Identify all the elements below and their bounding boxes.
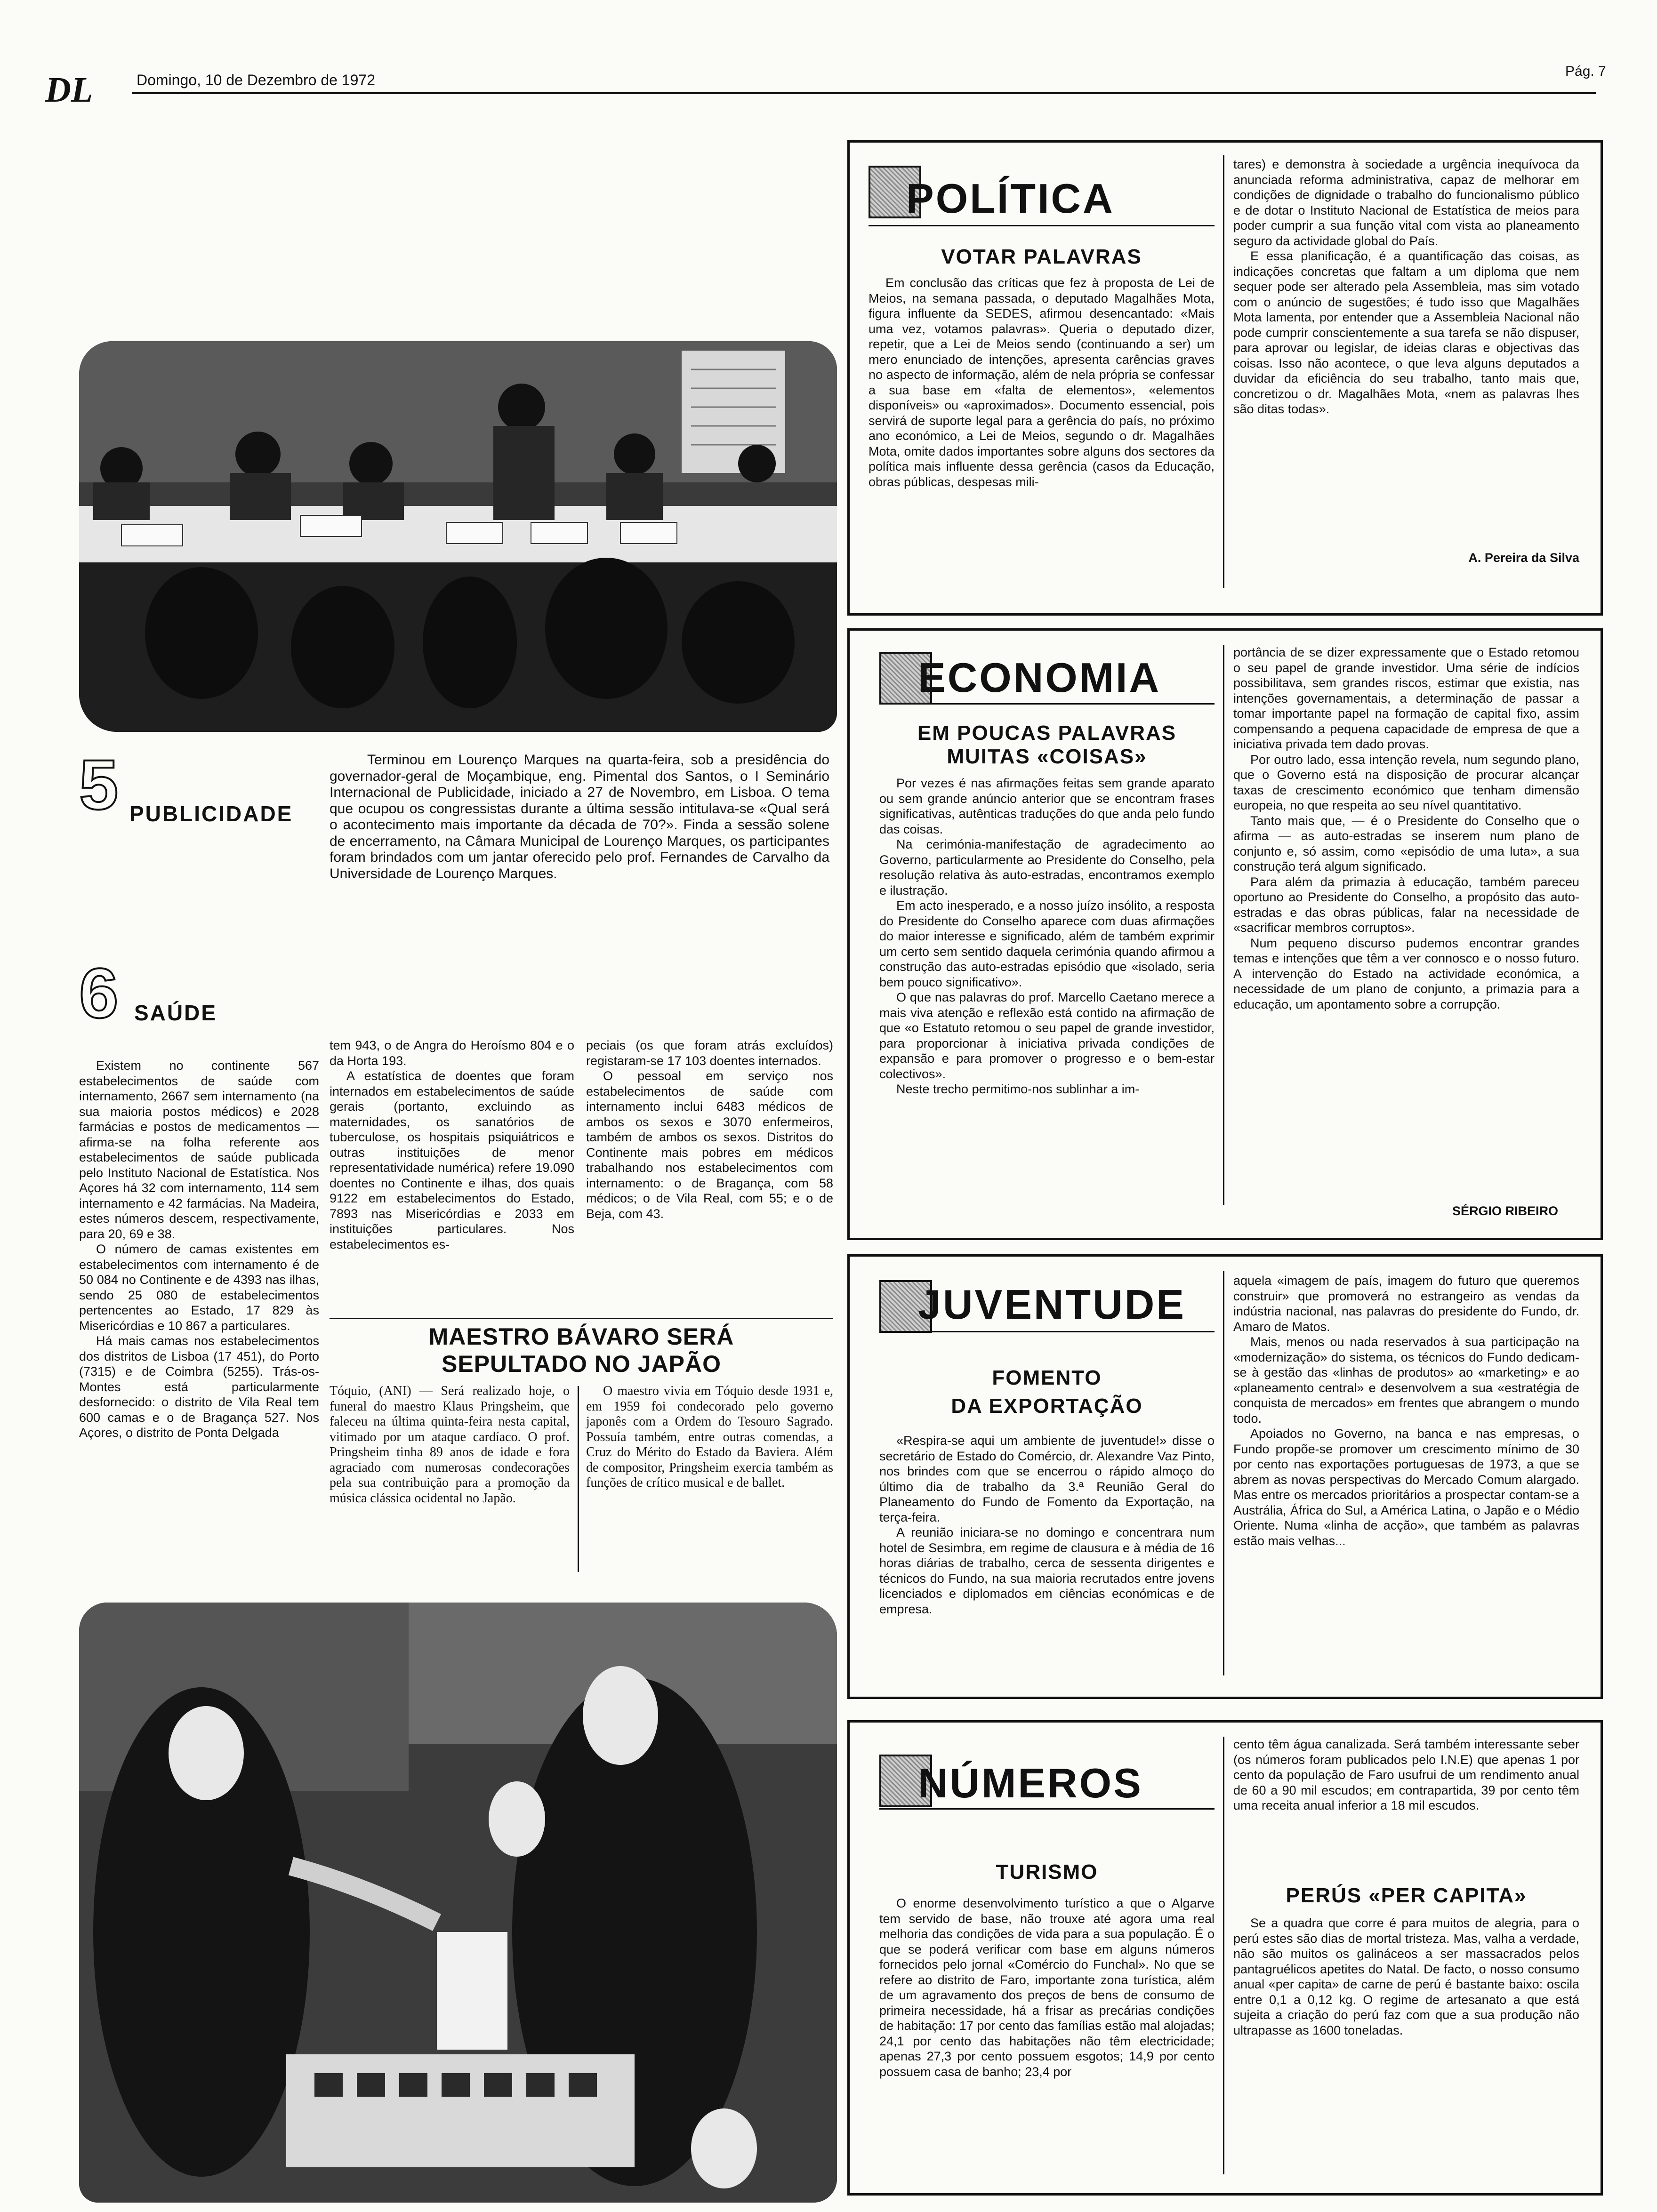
numeros-subtitle: TURISMO <box>996 1860 1098 1883</box>
economia-col2-p2: Por outro lado, essa intenção revela, num segundo plano, que o Governo está na disposição de procurar alcançar taxas de crescimento económico que tenham dimensão europeia, no que respeita ao seu nível quantitativo. <box>1233 752 1579 812</box>
market-photo <box>79 1603 837 2203</box>
economia-subtitle-1: EM POUCAS PALAVRAS <box>917 721 1177 745</box>
conference-photo-image <box>79 341 837 732</box>
maestro-col2: O maestro vivia em Tóquio desde 1931 e, em 1959 foi condecorado pelo governo japonês com a Ordem do Tesouro Sagrado. Possuía também, entre outras comendas, a Cruz do Mérito do Estado da Baviera. Além de compositor, Pringsheim exercia também as funções de crítico musical e de ballet. <box>586 1384 833 1490</box>
page-number: Pág. 7 <box>1565 64 1606 79</box>
economia-col1-p4: O que nas palavras do prof. Marcello Caetano merece a mais viva atenção e reflexão está contido na afirmação de que «o Estatuto retomou o seu papel de grande investidor, para proporcionar à iniciativa privada condições de expansão e para promover o progresso e o bem-estar colectivos». <box>879 990 1215 1081</box>
saude-col2-p1: tem 943, o de Angra do Heroísmo 804 e o da Horta 193. <box>330 1038 574 1068</box>
market-photo-image <box>79 1603 837 2203</box>
publicidade-label: PUBLICIDADE <box>129 801 293 826</box>
saude-col1-p3: Há mais camas nos estabelecimentos dos distritos de Lisboa (17 451), do Porto (7315) e de Coimbra (5255). Trás-os-Montes está particularmente desfornecido: o distrito de Vila Real tem 600 camas e o de Bragança 527. Nos Açores, o distrito de Ponta Delgada <box>79 1334 319 1440</box>
masthead-date: Domingo, 10 de Dezembro de 1972 <box>137 72 375 88</box>
masthead-rule <box>132 92 1596 94</box>
economia-col1-p3: Em acto inesperado, e a nosso juízo insólito, a resposta do Presidente do Conselho aparece com duas afirmações do maior interesse e significado, além de também exprimir um certo sem sentido daquela cerimónia quando afirmou a construção das auto-estradas episódio que «isolado, seria bem pouco significativo». <box>879 898 1215 989</box>
politica-title: POLÍTICA <box>906 175 1115 222</box>
numeros-col1: O enorme desenvolvimento turístico a que o Algarve tem servido de base, não trouxe até agora uma real melhoria das condições de vida para a sua população. É o que se poderá verificar com base em alguns números fornecidos pelo jornal «Comércio do Funchal». No que se refere ao distrito de Faro, importante zona turística, além de um agravamento dos preços de bens de consumo de primeira necessidade, há a frisar as precárias condições de habitação: 17 por cento das famílias estão mal alojadas; 24,1 por cento das habitações não têm electricidade; apenas 27,3 por cento possuem esgotos; 14,9 por cento possuem casa de banho; 23,4 por <box>879 1896 1215 2079</box>
numeros-title-rule <box>879 1808 1215 1810</box>
saude-col3 <box>586 1038 833 1221</box>
juventude-col1-p1: «Respira-se aqui um ambiente de juventude!» disse o secretário de Estado do Comércio, dr. Alexandre Vaz Pinto, nos brindes com que se encerrou o rápido almoço do último dia de trabalho da 3.ª Reunião Geral do Planeamento do Fundo de Fomento da Exportação, na terça-feira. <box>879 1434 1215 1524</box>
saude-col3-p1: peciais (os que foram atrás excluídos) registaram-se 17 103 doentes internados. <box>586 1038 833 1068</box>
economia-col2-p4: Para além da primazia à educação, também pareceu oportuno ao Presidente do Conselho, a propósito das auto-estradas e das obras públicas, falar na necessidade de «sacrificar membros corruptos». <box>1233 874 1579 935</box>
saude-col2-p2: A estatística de doentes que foram internados em estabelecimentos de saúde gerais (portanto, excluindo as maternidades, os sanatórios de tuberculose, os hospitais psiquiátricos e outras instituições de menor representatividade numérica) refere 19.090 doentes no Continente e ilhas, dos quais 9122 em estabelecimentos do Estado, 7893 nas Misericórdias e 2033 em instituições particulares. Nos estabelecimentos es- <box>330 1069 574 1251</box>
economia-col2 <box>1233 645 1579 1012</box>
juventude-title-rule <box>879 1331 1215 1332</box>
juventude-col1 <box>879 1433 1215 1617</box>
economia-col1-p2: Na cerimónia-manifestação de agradecimento ao Governo, particularmente ao Presidente do Conselho, pela resolução relativa às auto-estradas, encontramos exemplo e ilustração. <box>879 837 1215 898</box>
economia-col-divider <box>1223 645 1224 1205</box>
juventude-col1-p2: A reunião iniciara-se no domingo e concentrara num hotel de Sesimbra, em regime de clausura e à média de 16 horas diárias de trabalho, cerca de sessenta dirigentes e técnicos do Fundo, na sua maioria recrutados entre jovens licenciados e diplomados em ciências económicas e de empresa. <box>879 1525 1215 1616</box>
maestro-col1: Tóquio, (ANI) — Será realizado hoje, o funeral do maestro Klaus Pringsheim, que faleceu na última quinta-feira nesta capital, vitimado por um ataque cardíaco. O prof. Pringsheim tinha 89 anos de idade e fora agraciado com numerosas condecorações pela sua contribuição para a promoção da música clássica ocidental no Japão. <box>330 1384 570 1506</box>
saude-label: SAÚDE <box>134 1001 217 1025</box>
juventude-title: JUVENTUDE <box>918 1281 1186 1328</box>
politica-col1: Em conclusão das críticas que fez à proposta de Lei de Meios, na semana passada, o deputado Magalhães Mota, figura influente da SEDES, afirmou desencantado: «Mais uma vez, votamos palavras». Queria o deputado dizer, repetir, que a Lei de Meios sendo (continuando a ser) um mero enunciado de intenções, apresenta carências graves no aspecto de informação, além de nela própria se confessar a sua base em «falta de elementos», «elementos disponíveis» ou «aproximados». Documento essencial, pois servirá de suporte legal para a gerência do país, no próximo ano económico, a Lei de Meios, segundo o dr. Magalhães Mota, omite dados importantes sobre alguns dos sectores da política mais influente dessa gerência (casos da Educação, obras públicas, despesas mili- <box>869 276 1215 489</box>
economia-col1 <box>879 776 1215 1097</box>
economia-col2-p5: Num pequeno discurso pudemos encontrar grandes temas e intenções que têm a ver connosco e o nosso futuro. A intervenção do Estado na actividade económica, a necessidade de um plano de conjunto, a primazia para a educação, um apontamento sobre a corrupção. <box>1233 936 1579 1011</box>
politica-title-rule <box>869 225 1215 226</box>
conference-photo <box>79 341 837 732</box>
economia-col2-p3: Tanto mais que, — é o Presidente do Conselho que o afirma — as auto-estradas se inserem num plano de conjunto e, só assim, como «episódio de uma luta», a sua construção terá algum significado. <box>1233 813 1579 874</box>
juventude-subtitle-1: FOMENTO <box>992 1366 1102 1389</box>
numeros-title: NÚMEROS <box>918 1760 1143 1806</box>
masthead-logo: DL <box>45 70 93 110</box>
maestro-headline-1: MAESTRO BÁVARO SERÁ <box>428 1323 734 1350</box>
economia-title: ECONOMIA <box>918 654 1161 701</box>
economia-col1-p5: Neste trecho permitimo-nos sublinhar a im- <box>896 1082 1140 1096</box>
saude-col3-p2: O pessoal em serviço nos estabelecimentos de saúde com internamento inclui 6483 médicos de ambos os sexos e 3070 enfermeiros, também de ambos os sexos. Distritos do Continente mais pobres em médicos trabalhando nos estabelecimentos com internamento: o de Bragança, com 58 médicos; o de Vila Real, com 55; e o de Beja, com 43. <box>586 1069 833 1221</box>
perus-text: Se a quadra que corre é para muitos de alegria, para o perú estes são dias de mortal tristeza. Mas, valha a verdade, não são muitos os galináceos a ser massacrados pelos pantagruélicos apetites do Natal. De facto, o nosso consumo anual «per capita» de carne de perú é bastante baixo: oscila entre 0,1 a 0,12 kg. O regime de artesanato a que está sujeita a criação do perú faz com que a sua produção não ultrapasse as 1600 toneladas. <box>1233 1916 1579 2037</box>
saude-col1-p2: O número de camas existentes em estabelecimentos com internamento é de 50 084 no Continente e de 4393 nas ilhas, sendo 25 080 de estabelecimentos pertencentes ao Estado, 17 829 às Misericórdias e 10 867 a particulares. <box>79 1242 319 1333</box>
politica-col-divider <box>1223 155 1224 588</box>
perus-title: PERÚS «PER CAPITA» <box>1286 1884 1527 1907</box>
saude-number: 6 <box>79 954 119 1033</box>
juventude-col2-p2: Mais, menos ou nada reservados à sua participação na «modernização» do sistema, os técnicos do Fundo dedicam-se à gestão das «linhas de produtos» ao «marketing» e ao «planeamento central» e desenvolvem a sua «estratégia de conquista de mercados» em frentes que abrangem o mundo todo. <box>1233 1335 1579 1426</box>
economia-signature: SÉRGIO RIBEIRO <box>1452 1204 1558 1218</box>
juventude-col2-p3: Apoiados no Governo, na banca e nas empresas, o Fundo propõe-se promover um crescimento mínimo de 30 por cento nas exportações portuguesas de 1973, a que se abrem as novas perspectivas do Mercado Comum alargado. Mas entre os mercados prioritários a prospectar contam-se a Austrália, África do Sul, a América Latina, o Japão e o Médio Oriente. Numa «linha de acção», que também as palavras estão mais velhas... <box>1233 1427 1579 1548</box>
saude-col1-p1: Existem no continente 567 estabelecimentos de saúde com internamento, 2667 sem internamento (na sua maioria postos médicos) e 2028 farmácias e postos de medicamentos — afirma-se na folha referente aos estabelecimentos de saúde publicada pelo Instituto Nacional de Estatística. Nos Açores há 32 com internamento, 114 sem internamento e 42 farmácias. Na Madeira, estes números descem, respectivamente, para 20, 69 e 38. <box>79 1058 319 1241</box>
economia-subtitle-2: MUITAS «COISAS» <box>947 745 1147 768</box>
maestro-divider <box>578 1386 579 1572</box>
politica-subtitle: VOTAR PALAVRAS <box>941 245 1142 268</box>
politica-col2 <box>1233 157 1579 417</box>
politica-signature: A. Pereira da Silva <box>1468 551 1579 565</box>
juventude-subtitle-2: DA EXPORTAÇÃO <box>951 1395 1143 1418</box>
publicidade-number: 5 <box>79 745 119 824</box>
maestro-top-rule <box>330 1318 833 1319</box>
numeros-col-divider <box>1223 1737 1224 2174</box>
saude-col1 <box>79 1058 319 1441</box>
juventude-col2 <box>1233 1273 1579 1548</box>
economia-col2-p1: portância de se dizer expressamente que o Estado retomou o seu papel de grande investidor. Uma série de indícios possibilitava, sem grandes riscos, estimar que existia, nas intenções governamentais, a determinação de passar a tomar importante papel na formação de capital fixo, assim compensando a pequena capacidade de empresa de que a iniciativa privada tem dado provas. <box>1233 645 1579 751</box>
juventude-col2-p1: aquela «imagem de país, imagem do futuro que queremos construir» que promoverá no estrangeiro as vendas da indústria nacional, nas palavras do presidente do Fundo, dr. Amaro de Matos. <box>1233 1274 1579 1334</box>
publicidade-text: Terminou em Lourenço Marques na quarta-feira, sob a presidência do governador-geral de Moçambique, eng. Pimental dos Santos, o I Seminário Internacional de Publicidade, iniciado a 27 de Novembro, em Lisboa. O tema que ocupou os congressistas durante a última sessão intitulava-se «Qual será o acontecimento mais importante da década de 70?». Finda a sessão solene de encerramento, na Câmara Municipal de Lourenço Marques, os participantes foram brindados com um jantar oferecido pelo prof. Fernandes de Carvalho da Universidade de Lourenço Marques. <box>330 752 829 882</box>
politica-col2-p1: tares) e demonstra à sociedade a urgência inequívoca da anunciada reforma administrativa, capaz de melhorar em condições de dignidade o trabalho do funcionalismo público e de dotar o Instituto Nacional de Estatística de meios para poder cumprir a sua função vital com vista ao planeamento seguro da actividade global do País. <box>1233 157 1579 248</box>
saude-col2 <box>330 1038 574 1252</box>
economia-title-rule <box>879 703 1215 705</box>
politica-col2-p2: E essa planificação, é a quantificação das coisas, as indicações concretas que faltam a um diploma que nem sequer pode ser alterado pela Assembleia, mas sim votado com o anúncio de sugestões; é tudo isso que Magalhães Mota lamenta, por entender que a Assembleia Nacional não pode cumprir conscientemente a sua tarefa se não dispuser, para aprovar ou legislar, de ideias claras e objectivas das coisas. Isso não acontece, o que leva alguns deputados a duvidar da eficiência do seu trabalho, tanto mais que, concretizou o dr. Magalhães Mota, «nem as palavras lhes são ditas todas». <box>1233 249 1579 416</box>
numeros-col2: cento têm água canalizada. Será também interessante seber (os números foram publicados pelo I.N.E) que apenas 1 por cento da população de Faro usufrui de um rendimento anual de 60 a 90 mil escudos; em contrapartida, 39 por cento têm uma receita anual inferior a 18 mil escudos. <box>1233 1737 1579 1812</box>
maestro-headline-2: SEPULTADO NO JAPÃO <box>442 1351 721 1377</box>
economia-col1-p1: Por vezes é nas afirmações feitas sem grande aparato ou sem grande anúncio anterior que se encontram frases significativas, autênticas traduções do que anda pelo fundo das coisas. <box>879 776 1215 836</box>
juventude-col-divider <box>1223 1271 1224 1675</box>
